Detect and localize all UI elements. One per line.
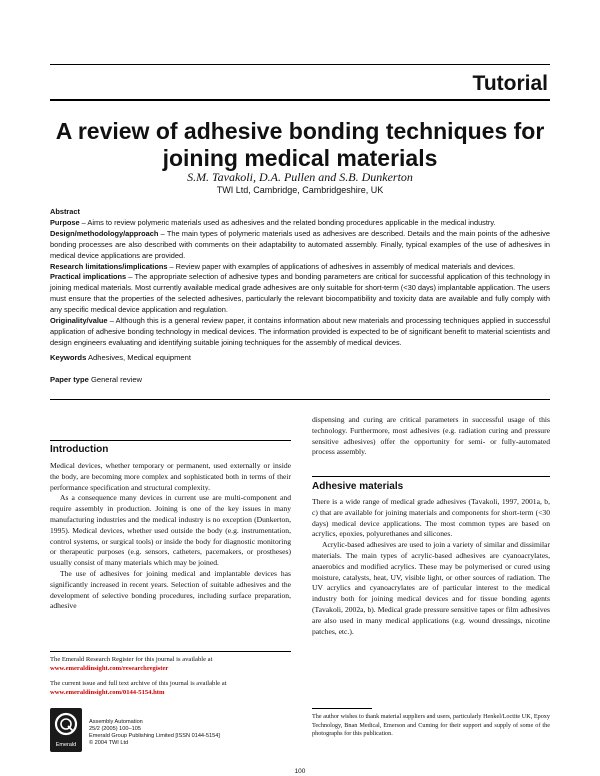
introduction-body <box>50 461 291 612</box>
section-kicker: Tutorial <box>472 72 548 95</box>
archive-text: The current issue and full text archive of this journal is available at <box>50 680 227 687</box>
journal-volume: 25/2 (2005) 100–105 <box>89 726 141 732</box>
archive-link[interactable]: www.emeraldinsight.com/0144-5154.htm <box>50 689 165 696</box>
right-paragraph-0: dispensing and curing are critical parameters in successful usage of this technology. Furthermore, most adhesives (e.g. radiation curing and pressure sensitive adhesives) offer the opportunity for semi- or fully-automated process assembly. <box>312 415 550 457</box>
footer-links <box>50 655 291 697</box>
journal-info <box>89 719 289 747</box>
register-link[interactable]: www.emeraldinsight.com/researchregister <box>50 665 169 672</box>
abstract-research: Research limitations/implications – Review paper with examples of applications of adhesives in assembly of medical materials and devices. <box>50 261 516 271</box>
abstract-heading: Abstract <box>50 207 80 216</box>
abstract-purpose: Purpose – Aims to review polymeric materials used as adhesives and the related bonding procedures applicable in the medical industry. <box>50 217 496 227</box>
right-paragraph-2: Acrylic-based adhesives are used to join a variety of similar and dissimilar materials. The main types of acrylic-based adhesives are cyanoacrylates, anaerobics and modified acrylics. These may be polymerised or cured using moisture, catalysts, heat, UV, visible light, or other sources of radiation. The UV acrylics and cyanoacrylates are of particular interest to the medical industry both for joining medical devices and for tissue bonding agents (Tavakoli, 2002a, b). Medical grade pressure sensitive tapes or film adhesives are also used in many medical applications (e.g. wound dressings, nicotine patches, etc.). <box>312 540 550 636</box>
logo-text: Emerald <box>55 742 77 748</box>
footer-left-rule <box>50 651 291 652</box>
adhesive-rule <box>312 476 550 477</box>
paper-type: Paper type General review <box>50 375 143 384</box>
acknowledgement: The author wishes to thank material suppliers and users, particularly Henkel/Loctite UK, Epoxy Technology, Bnan Medical, Emerson and Cuming for their support and supply of some of the photographs for this publication. <box>312 713 550 738</box>
abstract-rule <box>50 399 550 400</box>
abstract-originality: Originality/value – Although this is a general review paper, it contains information about new materials and processing techniques applied in successful application of adhesive bonding technology in medical devices. The information provided is expected to be of significant benefit to material scientists and design engineers evaluating and identifying suitable joining techniques for the assembly of medical devices. <box>50 316 550 347</box>
article-title <box>40 118 560 172</box>
intro-paragraph-3: The use of adhesives for joining medical and implantable devices has significantly increased in recent years. Selection of suitable adhesives and the development of selective bonding procedures, including surface preparation, adhesive <box>50 568 291 611</box>
abstract-design: Design/methodology/approach – The main types of polymeric materials used as adhesives are described. Details and the main points of the adhesive bonding processes are also described with comments on their adaptability to automated assembly. Finally, typical examples of the use of adhesives in medical device applications are provided. <box>50 228 550 260</box>
abstract <box>50 207 550 349</box>
keywords: Keywords Adhesives, Medical equipment <box>50 353 191 362</box>
introduction-heading: Introduction <box>50 444 109 455</box>
right-column-top <box>312 415 550 458</box>
top-rule <box>50 64 550 65</box>
journal-publisher: Emerald Group Publishing Limited [ISSN 0144-5154] <box>89 733 220 739</box>
journal-name: Assembly Automation <box>89 719 143 725</box>
emerald-logo <box>50 708 82 752</box>
intro-rule <box>50 440 291 441</box>
title-line-1: A review of adhesive bonding techniques for <box>55 118 545 144</box>
authors: S.M. Tavakoli, D.A. Pullen and S.B. Dunkerton <box>187 170 413 184</box>
title-line-2: joining medical materials <box>162 145 438 171</box>
affiliation: TWI Ltd, Cambridge, Cambridgeshire, UK <box>216 185 384 195</box>
intro-paragraph-1: Medical devices, whether temporary or permanent, used externally or inside the body, are becoming more complex and sophisticated both in terms of their performance specification and structural complexity. <box>50 461 291 492</box>
page-number: 100 <box>294 768 306 775</box>
emerald-logo-icon <box>50 708 82 752</box>
adhesive-materials-heading: Adhesive materials <box>312 481 404 492</box>
register-text: The Emerald Research Register for this journal is available at <box>50 656 213 663</box>
abstract-practical: Practical implications – The appropriate selection of adhesive types and bonding parameters are critical for successful application of this technology in joining medical materials. Most currently available medical grade adhesives are only suitable for short-term (<30 days) implantable application. The users must ensure that the properties of the selected adhesives, particularly the relevant biocompatibility and toxicity data are available and fully comply with any specific medical device application and regulation. <box>50 272 551 315</box>
journal-copyright: © 2004 TWI Ltd <box>89 740 129 746</box>
adhesive-materials-body <box>312 497 550 637</box>
intro-paragraph-2: As a consequence many devices in current use are multi-component and require assembly in production. Joining is one of the key issues in many manufacturing industries and the medical industry is no exception (Dunkerton, 1995). Medical devices, whether used outside the body (e.g. instrumentation, control systems, or surgical tools) or inside the body for diagnostic monitoring or therapeutic purposes (e.g. sensors, catheters, pacemakers, or prostheses) usually consist of many materials which may be joined. <box>50 493 291 568</box>
kicker-rule <box>50 99 550 101</box>
footer-right-rule <box>312 708 372 709</box>
right-paragraph-1: There is a wide range of medical grade adhesives (Tavakoli, 1997, 2001a, b, c) that are available for joining materials and components for short-term (<30 days) medical device applications. The most common types are based on acrylics, epoxies, polyurethanes and silicones. <box>312 497 550 539</box>
